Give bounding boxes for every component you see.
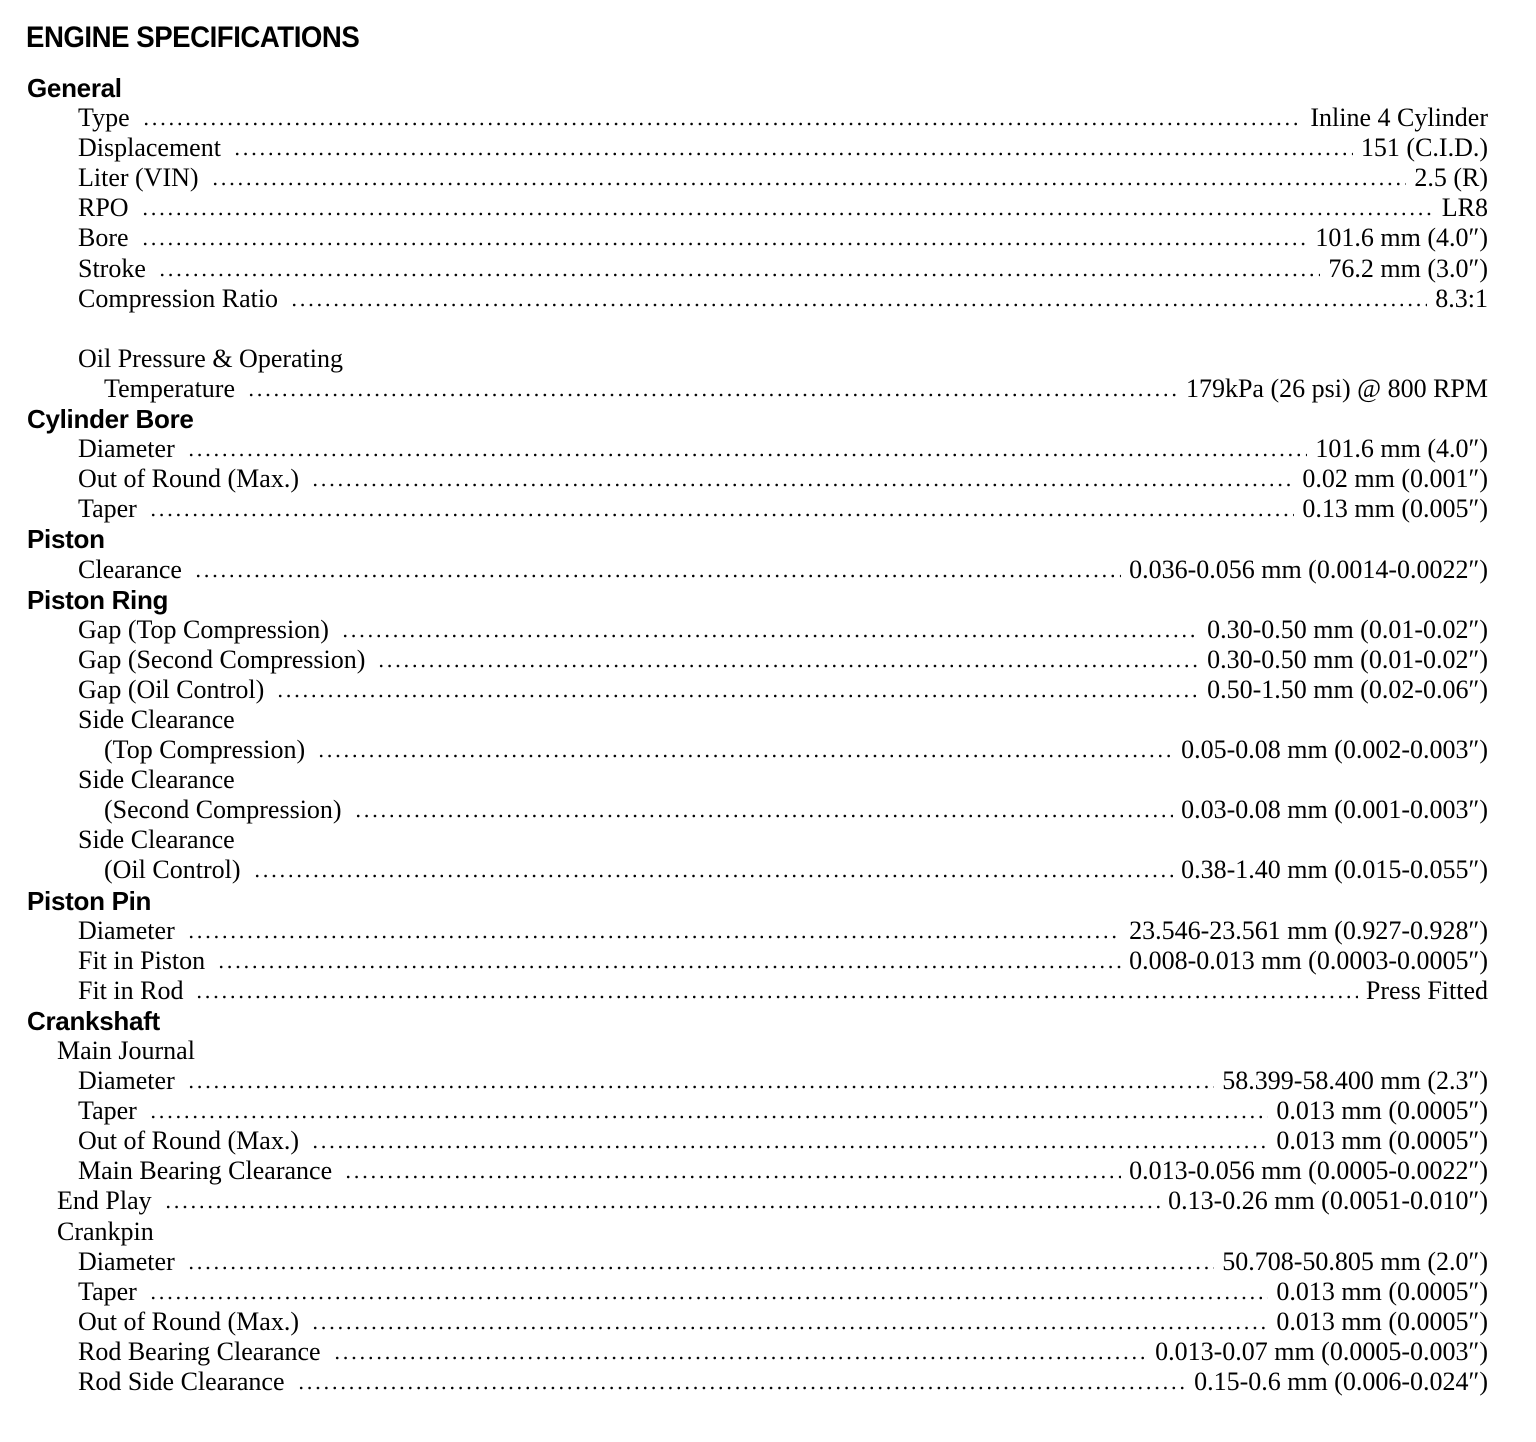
dot-leader — [158, 258, 1321, 277]
dot-leader — [344, 1160, 1121, 1179]
spec-list-row — [0, 163, 1536, 193]
spec-label: Diameter — [78, 1246, 175, 1276]
spec-label: Diameter — [78, 915, 175, 945]
spec-row — [0, 434, 1536, 464]
spec-group-label-text: Side Clearance — [78, 704, 235, 734]
spec-list-row — [0, 765, 1536, 795]
spec-label: Rod Side Clearance — [78, 1367, 285, 1397]
spec-label: Compression Ratio — [78, 283, 279, 313]
spec-label: Taper — [78, 1096, 137, 1126]
spec-value: 0.008-0.013 mm (0.0003-0.0005″) — [1129, 945, 1488, 975]
spec-row — [0, 855, 1536, 885]
spec-label: Gap (Top Compression) — [78, 614, 329, 644]
spec-label: Diameter — [78, 434, 175, 464]
spec-list-row — [0, 735, 1536, 765]
spec-list-row — [0, 254, 1536, 284]
spec-value: 0.03-0.08 mm (0.001-0.003″) — [1181, 795, 1488, 825]
dot-leader — [164, 1190, 1160, 1209]
spec-value: 101.6 mm (4.0″) — [1315, 223, 1488, 253]
spec-value: 50.708-50.805 mm (2.0″) — [1222, 1246, 1488, 1276]
spec-row — [0, 1277, 1536, 1307]
spec-group-label — [0, 1217, 1536, 1247]
dot-leader — [354, 799, 1173, 818]
spec-list-row — [0, 675, 1536, 705]
spec-list-row — [0, 1186, 1536, 1216]
spec-label: Diameter — [78, 1066, 175, 1096]
spec-value: 0.05-0.08 mm (0.002-0.003″) — [1181, 735, 1488, 765]
spec-label: Out of Round (Max.) — [78, 464, 299, 494]
spec-label: Out of Round (Max.) — [78, 1126, 299, 1156]
dot-leader — [187, 920, 1121, 939]
spec-list-row — [0, 555, 1536, 585]
section-heading — [0, 524, 1536, 554]
spec-value: 179kPa (26 psi) @ 800 RPM — [1185, 373, 1488, 403]
spec-list-row — [0, 494, 1536, 524]
spec-group-label-text: Side Clearance — [78, 765, 235, 795]
spec-value: 0.013 mm (0.0005″) — [1276, 1276, 1488, 1306]
spec-list-row — [0, 374, 1536, 404]
spec-value: 0.13-0.26 mm (0.0051-0.010″) — [1168, 1186, 1488, 1216]
spec-list-row — [0, 585, 1536, 615]
spec-value: 0.30-0.50 mm (0.01-0.02″) — [1207, 644, 1488, 674]
spec-list-row — [0, 344, 1536, 374]
spec-value: 0.38-1.40 mm (0.015-0.055″) — [1181, 855, 1488, 885]
spec-value: 101.6 mm (4.0″) — [1315, 434, 1488, 464]
section-heading-text: Crankshaft — [27, 1005, 160, 1036]
spec-value: 0.13 mm (0.005″) — [1302, 494, 1488, 524]
spec-list-row — [0, 1247, 1536, 1277]
spec-label: Displacement — [78, 133, 221, 163]
spec-row — [0, 223, 1536, 253]
spec-row — [0, 1096, 1536, 1126]
section-heading-text: Piston Ring — [27, 584, 169, 615]
spec-label: Fit in Piston — [78, 945, 206, 975]
spec-value: 0.50-1.50 mm (0.02-0.06″) — [1207, 674, 1488, 704]
spec-list-row — [0, 1367, 1536, 1397]
spec-label: Stroke — [78, 253, 146, 283]
dot-leader — [311, 1311, 1268, 1330]
spec-row — [0, 254, 1536, 284]
spec-list-row — [0, 404, 1536, 434]
spec-row — [0, 976, 1536, 1006]
spec-label: Clearance — [78, 554, 182, 584]
spec-list-row — [0, 1126, 1536, 1156]
dot-leader — [297, 1371, 1187, 1390]
spec-group-label — [0, 705, 1536, 735]
dot-leader — [290, 288, 1427, 307]
spec-value: 23.546-23.561 mm (0.927-0.928″) — [1129, 915, 1488, 945]
spec-group-label — [0, 825, 1536, 855]
spec-list-row — [0, 434, 1536, 464]
spec-list-row — [0, 524, 1536, 554]
spec-list-row — [0, 1156, 1536, 1186]
spec-row — [0, 193, 1536, 223]
dot-leader — [187, 1251, 1215, 1270]
spec-list-row — [0, 464, 1536, 494]
spec-row — [0, 374, 1536, 404]
spec-label: (Second Compression) — [104, 795, 342, 825]
spec-row — [0, 1367, 1536, 1397]
spec-row — [0, 1066, 1536, 1096]
dot-leader — [194, 559, 1121, 578]
spec-list-row — [0, 916, 1536, 946]
spec-label: RPO — [78, 193, 129, 223]
section-heading — [0, 404, 1536, 434]
spec-row — [0, 1156, 1536, 1186]
section-heading — [0, 585, 1536, 615]
section-heading-text: Piston — [27, 524, 105, 555]
spec-row — [0, 284, 1536, 314]
spec-list-row — [0, 314, 1536, 344]
spec-label: Fit in Rod — [78, 975, 184, 1005]
spec-list-row — [0, 1006, 1536, 1036]
spec-value: 0.036-0.056 mm (0.0014-0.0022″) — [1129, 554, 1488, 584]
dot-leader — [149, 1100, 1269, 1119]
spec-row — [0, 795, 1536, 825]
spec-list-row — [0, 615, 1536, 645]
spec-value: 0.013-0.056 mm (0.0005-0.0022″) — [1129, 1156, 1488, 1186]
section-heading-text: Cylinder Bore — [27, 404, 194, 435]
spec-label: End Play — [57, 1186, 152, 1216]
page-title: ENGINE SPECIFICATIONS — [26, 21, 360, 54]
spec-value: 0.02 mm (0.001″) — [1302, 464, 1488, 494]
spec-label: Taper — [78, 494, 137, 524]
spec-value: 2.5 (R) — [1414, 163, 1488, 193]
spec-value: 0.013-0.07 mm (0.0005-0.003″) — [1155, 1336, 1488, 1366]
spec-group-label-text: Main Journal — [57, 1036, 195, 1065]
spec-row — [0, 1247, 1536, 1277]
spec-value: 0.30-0.50 mm (0.01-0.02″) — [1207, 614, 1488, 644]
spec-value: 8.3:1 — [1435, 283, 1488, 313]
spec-row — [0, 675, 1536, 705]
spec-row — [0, 1307, 1536, 1337]
spec-list-row — [0, 223, 1536, 253]
dot-leader — [317, 739, 1173, 758]
spec-group-label-text: Side Clearance — [78, 825, 235, 855]
dot-leader — [141, 197, 1434, 216]
spec-row — [0, 735, 1536, 765]
dot-leader — [341, 619, 1199, 638]
spec-value: 58.399-58.400 mm (2.3″) — [1222, 1066, 1488, 1096]
dot-leader — [211, 167, 1407, 186]
spec-value: 151 (C.I.D.) — [1360, 133, 1488, 163]
dot-leader — [142, 107, 1303, 126]
spec-row — [0, 103, 1536, 133]
dot-leader — [311, 1130, 1268, 1149]
spec-list-row — [0, 1277, 1536, 1307]
spec-row — [0, 163, 1536, 193]
spec-label: Liter (VIN) — [78, 163, 199, 193]
dot-leader — [333, 1341, 1148, 1360]
spec-list-row — [0, 1096, 1536, 1126]
dot-leader — [233, 137, 1353, 156]
dot-leader — [149, 1281, 1269, 1300]
spec-label: Out of Round (Max.) — [78, 1306, 299, 1336]
dot-leader — [377, 649, 1199, 668]
spec-label: Main Bearing Clearance — [78, 1156, 333, 1186]
spec-list-row — [0, 284, 1536, 314]
spec-group-label-text: Crankpin — [57, 1216, 154, 1246]
dot-leader — [247, 378, 1178, 397]
spec-value: 76.2 mm (3.0″) — [1328, 253, 1488, 283]
spec-list-row — [0, 1036, 1536, 1066]
dot-leader — [311, 468, 1294, 487]
spec-group-label-text: Oil Pressure & Operating — [78, 343, 344, 373]
spec-list — [0, 73, 1536, 1397]
spec-row — [0, 1337, 1536, 1367]
spec-list-row — [0, 886, 1536, 916]
spec-list-row — [0, 825, 1536, 855]
spec-list-row — [0, 1307, 1536, 1337]
spec-row — [0, 645, 1536, 675]
section-heading-text: Piston Pin — [27, 885, 152, 916]
dot-leader — [276, 679, 1199, 698]
spec-label: Rod Bearing Clearance — [78, 1336, 321, 1366]
spec-label: Gap (Second Compression) — [78, 644, 366, 674]
section-heading-text: General — [27, 73, 122, 103]
spec-row — [0, 916, 1536, 946]
spec-value: Inline 4 Cylinder — [1310, 103, 1488, 133]
spec-row — [0, 464, 1536, 494]
spec-list-row — [0, 976, 1536, 1006]
spec-row — [0, 494, 1536, 524]
spec-group-label — [0, 344, 1536, 374]
spec-label: Bore — [78, 223, 129, 253]
spec-list-row — [0, 73, 1536, 103]
section-heading — [0, 73, 1536, 103]
spec-value: 0.013 mm (0.0005″) — [1276, 1096, 1488, 1126]
spec-list-row — [0, 1337, 1536, 1367]
spec-label: Taper — [78, 1276, 137, 1306]
dot-leader — [195, 980, 1357, 999]
spec-list-row — [0, 795, 1536, 825]
spec-group-label — [0, 1036, 1536, 1066]
spec-label: Temperature — [104, 373, 235, 403]
spec-row — [0, 133, 1536, 163]
section-heading — [0, 886, 1536, 916]
spec-row — [0, 1126, 1536, 1156]
section-heading — [0, 1006, 1536, 1036]
spec-list-row — [0, 705, 1536, 735]
spec-row — [0, 615, 1536, 645]
dot-leader — [217, 950, 1121, 969]
spec-value: 0.15-0.6 mm (0.006-0.024″) — [1194, 1367, 1488, 1397]
spec-list-row — [0, 946, 1536, 976]
spec-list-row — [0, 193, 1536, 223]
spec-list-row — [0, 645, 1536, 675]
spec-list-row — [0, 1217, 1536, 1247]
spec-value: Press Fitted — [1365, 975, 1488, 1005]
spec-value: 0.013 mm (0.0005″) — [1276, 1126, 1488, 1156]
spec-row — [0, 1186, 1536, 1216]
spec-list-row — [0, 855, 1536, 885]
spec-label: Type — [78, 103, 130, 133]
spec-label: (Oil Control) — [104, 855, 241, 885]
dot-leader — [187, 1070, 1215, 1089]
spec-value: LR8 — [1441, 193, 1488, 223]
spec-list-row — [0, 133, 1536, 163]
spec-row — [0, 555, 1536, 585]
dot-leader — [187, 438, 1308, 457]
spec-group-label — [0, 765, 1536, 795]
spec-list-row — [0, 1066, 1536, 1096]
dot-leader — [141, 227, 1308, 246]
spec-label: (Top Compression) — [104, 735, 306, 765]
dot-leader — [253, 859, 1174, 878]
spec-list-row — [0, 103, 1536, 133]
dot-leader — [149, 498, 1295, 517]
spec-value: 0.013 mm (0.0005″) — [1276, 1306, 1488, 1336]
spec-label: Gap (Oil Control) — [78, 674, 265, 704]
spec-row — [0, 946, 1536, 976]
